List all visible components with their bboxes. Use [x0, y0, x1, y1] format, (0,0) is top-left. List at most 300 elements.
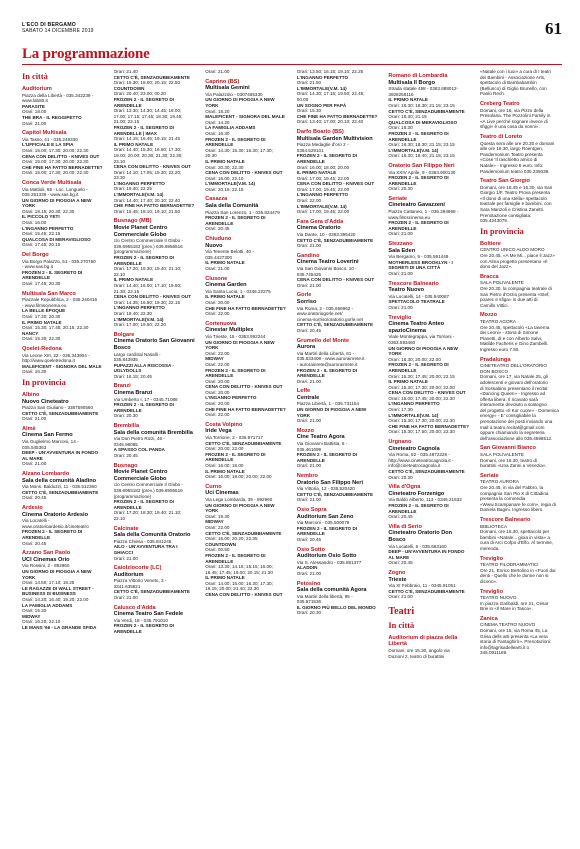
info-line: Orari: 14.40; 16.00; 17.10; 19.50;	[113, 282, 182, 288]
film-title: PUPAZZI ALLA RISCOSSA - UGLYDOLLS	[113, 362, 174, 374]
info-line: oppure chiamando la segreteria	[480, 430, 545, 436]
info-line: Piazzale Repubblica, 2 - 035.240416	[22, 297, 98, 303]
info-line: Via Santa Lucia, 1 - 0346.22275	[205, 288, 271, 294]
info-line: Orari: 20.00	[205, 401, 230, 407]
venue-name: Cinema Teatro Loverini	[296, 259, 359, 266]
info-line: 039.6955182 (prev.) 039.6956516	[113, 243, 183, 249]
venue-name: Sala della comunità Aladino	[22, 477, 97, 484]
info-line: Orari: 21.00	[296, 418, 322, 424]
info-line: Orari: 16.30; 18.40; 21.15; 23.15	[388, 153, 455, 159]
info-line: Piazza Medaglie d'oro 2 -	[296, 142, 349, 148]
film-title: LE MANS '66 - LA GRANDE SFIDA	[22, 624, 97, 630]
film-title: IL PRIMO NATALE	[205, 468, 245, 474]
info-line: Via Mons. Balduzzi, 11 - 035.512360	[22, 484, 97, 490]
venue-name: Sala della Comunità	[205, 203, 259, 210]
venue-name: Multisala Garden Multivision	[296, 135, 373, 142]
info-line: BIBLIOTECA	[480, 523, 508, 529]
film-title: FROZEN 2 - IL SEGRETO DI ARENDELLE	[205, 136, 266, 148]
location-name: Brembilla	[113, 423, 140, 430]
info-line: 0341.635821	[113, 583, 141, 589]
info-line: Domani, ore 16.45 e 16.30, via San	[480, 184, 553, 190]
info-line: Orari: 16.30; 18.30; 21.15; 23.15	[388, 102, 455, 108]
location-name: Calcinate	[113, 525, 139, 532]
location-name: Trescore Balneario	[480, 516, 531, 523]
info-line: Orari: 21.00	[388, 231, 413, 237]
info-line: Via Tasso, 41 - 035.249330	[22, 136, 78, 142]
location-name: Calusco d'Adda	[113, 604, 156, 611]
film-title: LE RAGAZZE DI WALL STREET - BUSINESS IS BUSINESS	[22, 585, 94, 597]
film-title: IL PRIMO NATALE	[205, 575, 245, 581]
venue-name: Nuovo	[205, 242, 223, 249]
venue-name: Uci Cinemas	[205, 490, 239, 497]
info-line: 035.545363	[22, 444, 47, 450]
info-line: Orari: 15.00; 17.30; 20.00; 22.30	[22, 147, 89, 153]
info-line: Orari: 16.00; 22.10	[205, 175, 244, 181]
info-line: con Alma progetto presentano «Il	[480, 258, 548, 264]
info-line: Orari: 21.00	[296, 243, 322, 249]
info-line: Piazza Vittorio Veneto, 3 -	[113, 578, 167, 584]
film-title: FROZEN 2 - IL SEGRETO DI ARENDELLE	[388, 502, 449, 514]
info-line: merenda.	[480, 545, 500, 551]
info-line: Daniela Bagini. Ingresso libero.	[480, 507, 544, 513]
info-line: Orari: 20.15; 22.15	[205, 186, 244, 192]
info-line: In piazza Garibaldi, ore 21, César	[480, 600, 549, 606]
film-title: CETTO C'È, SENZADUBBIAMENTE	[22, 489, 99, 495]
location-name: Oratorio San Filippo Neri	[388, 162, 455, 169]
location-name: Busnago	[113, 462, 138, 469]
location-name: Petosino	[296, 580, 321, 587]
info-line: energy» - E' consigliabile la	[480, 413, 536, 419]
info-line: TEATRO AURORA	[480, 479, 519, 485]
film-title: NANCY	[22, 330, 39, 336]
film-title: CHE FINE HA FATTO BERNADETTE?	[205, 406, 286, 412]
venue-name: Cinema Oratorio	[296, 225, 341, 232]
info-line: dicono».	[480, 578, 498, 584]
info-line: Orari: 17.20; 18.30; 19.40; 21.10;	[113, 266, 182, 272]
info-line: info@lagrisadellearti.it o	[480, 644, 530, 650]
film-title: COUNTDOWN	[205, 541, 237, 547]
info-line: offerta libera. Il ricavato sarà	[480, 396, 538, 402]
info-line: Orari: 18.00	[22, 109, 47, 115]
info-line: Via Umberto I, 17 - 0345.71088	[113, 396, 178, 402]
film-title: UN GIORNO DI PIOGGIA A NEW YORK	[205, 502, 275, 514]
info-line: Orari: 21.00	[22, 416, 47, 422]
info-line: 3928258116	[388, 91, 414, 97]
info-line: Presolana. The Pozzolini Family in	[480, 113, 551, 119]
location-name: Capitol Multisala	[22, 130, 67, 137]
film-title: UN SOGNO PER PAPÀ	[296, 102, 347, 108]
info-line: Via Dante, 10 - 0363.395420	[296, 232, 356, 238]
info-line: 035.4427300	[205, 254, 233, 260]
info-line: Orari: 21.00	[388, 594, 413, 600]
info-line: del progetto «Il Kor cuore» - Domenica	[480, 407, 559, 413]
info-line: Domani, ore 16.30, spettacolo per	[480, 529, 550, 535]
info-line: sfiggi» è una cosa da nonni».	[480, 124, 540, 130]
info-line: Domani, ore 15, via Roma 45, La	[480, 628, 548, 634]
info-line: www.oratorioardesio.it/cineteatro	[22, 523, 89, 529]
venue-name: Cine Teatro Agora	[296, 434, 345, 441]
info-line: info@cineteatrocagnola.it	[388, 463, 441, 469]
info-line: Orari: 14.00; 15.00; 16.30; 17.30;	[205, 580, 273, 586]
info-line: Orari: 22.00	[205, 361, 230, 367]
film-title: FROZEN 2 - IL SEGRETO DI ARENDELLE	[113, 499, 174, 510]
info-line: Pandemonium teatro 035.235039.	[480, 168, 550, 174]
info-line: Orari: 21.00	[205, 69, 230, 74]
info-line: Orari: 22.00	[205, 311, 230, 317]
info-line: Piazza Chiesa - 035.841245	[113, 538, 172, 544]
film-title: FROZEN 2 - IL SEGRETO DI ARENDELLE	[296, 452, 358, 463]
location-name: Auditorium	[22, 86, 52, 92]
info-line: www.oratoriogorle.net/	[296, 311, 343, 317]
info-line: Via Torrione, 2 - 035.971717	[205, 435, 263, 441]
film-title: IL PRIMO NATALE	[113, 141, 154, 147]
info-line: Orari: 15.30; 17.50; 20.00; 22.30	[388, 429, 455, 435]
info-line: Orari: 14.15; 16.45; 19.15; 21.45	[113, 136, 180, 142]
info-line: 16.45; 17.45; 19.00; 20.15; 21.30	[205, 569, 273, 575]
info-line: Prenotazione consigliata:	[480, 212, 532, 218]
info-line: bambini «Natale... gioia in vista» a	[480, 534, 550, 540]
location-name: Grumello del Monte	[296, 337, 350, 344]
info-line: Orari: 20.00	[205, 378, 230, 384]
info-line: Via Roma, 82 - 035.4872228 -	[388, 452, 450, 458]
film-title: FROZEN 2 - IL SEGRETO DI ARENDELLE	[205, 451, 266, 463]
info-line: Via Giovanni Battista, 6 -	[296, 441, 348, 447]
info-line: Orari: 17.00; 19.50; 22.20	[113, 322, 166, 328]
info-line: Orari: 15.30	[22, 608, 47, 614]
location-name: Busnago (MB)	[113, 218, 152, 225]
film-title: MOTHERLESS BROOKLYN - I SEGRETI DI UNA CITTÀ	[388, 259, 453, 271]
film-title: CHE FINE HA FATTO BERNADETTE?	[388, 423, 469, 429]
film-title: L'IMMORTALE(V.M. 14)	[388, 412, 439, 418]
info-line: Giorgio 1/F. Teatro Prova presenta	[480, 190, 550, 196]
film-title: CENA CON DELITTO - KNIVES OUT	[205, 170, 283, 176]
info-line: c/o Centro Commerciale Il Globo -	[113, 238, 184, 244]
info-line: Piazza San Lorenzo, 1 - 035.824479	[205, 209, 280, 215]
info-line: Via Guglielmo Marconi, 14 -	[22, 439, 79, 445]
venue-name: Teatro Nuovo	[388, 287, 425, 294]
info-line: Orari: 16.30; 20.00; 22.00	[388, 356, 441, 362]
info-line: SALA POLIVALENTE	[480, 452, 524, 458]
film-title: QUALCOSA DI MERAVIGLIOSO	[388, 119, 458, 125]
category-heading: Teatri	[388, 605, 415, 617]
info-line: 21.30; 22.15	[113, 288, 140, 294]
film-title: FROZEN 2 - IL SEGRETO DI ARENDELLE	[388, 362, 449, 373]
info-line: Paolo Rech.	[480, 91, 506, 97]
venue-name: Sala della Comunità Oratorio	[113, 532, 191, 539]
film-title: CHE FINE HA FATTO BERNADETTE?	[113, 203, 195, 209]
film-title: CENA CON DELITTO - KNIVES OUT	[113, 294, 191, 300]
info-line: Via San Giovanni Bosco, 10 -	[296, 266, 357, 271]
film-title: UN GIORNO DI PIOGGIA A NEW YORK	[205, 97, 275, 108]
info-line: Orari: 19.30	[205, 513, 230, 519]
film-title: CENA CON DELITTO - KNIVES OUT	[205, 592, 283, 598]
info-line: Orari: 15.45; 22.15	[22, 231, 61, 237]
venue-name: Cinema Branzi	[113, 390, 153, 397]
info-line: Ore 20.45, spettacolo «La taverna	[480, 324, 550, 330]
film-title: FROZEN 2 - IL SEGRETO DI ARENDELLE	[113, 402, 174, 413]
location-name: Pradalunga	[480, 356, 511, 363]
info-line: 039.6955182 (prev.) 039.6956516	[113, 487, 183, 493]
info-line: Ingresso euro 7.50.	[480, 346, 520, 352]
info-line: Orari: 21.00	[296, 282, 322, 288]
info-line: Orari: 00.50	[205, 547, 230, 553]
film-title: IL PRIMO NATALE	[205, 294, 245, 300]
film-title: FROZEN 2 - IL SEGRETO DI ARENDELLE	[205, 215, 266, 226]
info-line: Orari: 20.45	[113, 453, 138, 458]
film-title: MIDWAY	[205, 356, 224, 362]
location-name: Bolgare	[113, 331, 135, 338]
location-name: Leffe	[296, 388, 311, 395]
info-line: Orari: 16.00	[22, 220, 47, 226]
film-title: CETTO C'È, SENZADUBBIAMENTE	[296, 491, 374, 497]
info-line: TEATRO AGORA	[480, 318, 516, 324]
info-line: Orari: 15.30; 17.45; 20.00; 22.15	[388, 373, 455, 379]
info-line: 0345.98065	[113, 441, 138, 447]
section-heading: In provincia	[480, 226, 524, 236]
location-name: Branzi	[113, 383, 131, 390]
info-line: dei Leoni» - storia di Simone	[480, 330, 539, 336]
info-line: Orari: 21.00	[296, 570, 322, 576]
film-title: L'IMMORTALE(V.M. 14)	[113, 192, 164, 198]
title-rule	[22, 64, 562, 65]
column-5	[388, 69, 470, 839]
section-heading: In città	[22, 72, 48, 81]
info-line: Brie in «Il Mare in Tasca».	[480, 606, 533, 612]
info-line: mail a teatro.recital@gmail.com	[480, 424, 545, 430]
film-title: FROZEN 2 - IL SEGRETO DI ARENDELLE	[205, 552, 266, 564]
location-name: Albino	[22, 391, 40, 398]
info-line: Orari: 21.50	[296, 80, 322, 86]
venue-name: Centrale	[296, 394, 320, 401]
location-name: Seriate	[388, 195, 408, 202]
info-line: di Sossabino presentano il recital	[480, 385, 548, 391]
info-line: Orari: 15.00; 17.30; 20.00; 22.30	[22, 159, 89, 165]
info-line: Matilde Facheris e Gino Zambelli.	[480, 341, 549, 347]
info-line: (programmazione)	[113, 249, 152, 255]
info-line: Orari: 16.00; 18.00; 20.00	[296, 164, 350, 170]
info-line: Via Martiri della Libertà, 61 -	[296, 350, 355, 356]
film-title: IL PRIMO NATALE	[205, 158, 245, 164]
venue-name: Oratorio San Filippo Neri	[296, 479, 363, 486]
info-line: Orari: 14.50; 17.10; 19.25	[22, 580, 75, 586]
location-name: Chiuduno	[205, 236, 232, 243]
location-name: Mozzo	[480, 312, 498, 319]
film-title: L'IMMORTALE(V.M. 14)	[296, 203, 347, 209]
location-name: Cortenuova	[205, 320, 237, 327]
info-line: Orari: 13.30; 14.30; 14.45; 16.00;	[113, 108, 182, 114]
info-line: San Pietro d'Orzio presenta «Stef,	[480, 291, 550, 297]
film-title: L'IMMORTALE(V.M. 14)	[113, 316, 164, 322]
info-line: Viale Montegrappa, via Torriani -	[388, 334, 455, 340]
info-line: 20.30	[205, 153, 217, 159]
venue-name: Sorriso	[296, 298, 317, 305]
film-title: FROZEN 2 - IL SEGRETO DI ARENDELLE	[388, 220, 449, 231]
info-line: 21.00; 22.15	[113, 119, 140, 125]
location-name: Fara Gera d'Adda	[296, 218, 344, 225]
info-line: Piazza San Giuliano - 3387590560	[22, 405, 93, 411]
info-line: Orari: 15.45; 18.10; 19.10; 21.50	[113, 208, 180, 214]
column-6	[480, 69, 562, 839]
issue-date: SABATO 14 DICEMBRE 2019	[22, 28, 94, 34]
info-line: Orari: 17.30; 20.30	[22, 313, 61, 319]
location-name: Zogno	[388, 569, 406, 576]
info-line: Orari: 22.00	[205, 524, 230, 530]
info-line: Orari: 16.20; 22.10	[22, 619, 61, 625]
film-title: IL PRIMO NATALE	[388, 97, 428, 103]
venue-name: Sala della comunità Agora	[296, 587, 367, 594]
location-name: Gorle	[296, 292, 312, 299]
info-line: «Www.Scampanare fe com», regia di	[480, 501, 556, 507]
info-line: c/o Centro Commerciale Il Globo -	[113, 482, 184, 488]
location-name: Urgnano	[388, 439, 412, 446]
info-line: DON BOSCO	[480, 368, 509, 374]
info-line: Orari: 20.00	[205, 299, 230, 305]
info-line: Orari: 20.00; 22.00	[205, 446, 244, 452]
film-title: FROZEN 2 - IL SEGRETO DI ARENDELLE	[22, 269, 83, 281]
venue-name: Cinema Garden	[205, 282, 247, 289]
location-name: Treviglio	[480, 555, 504, 562]
info-line: Orari: 15.30; 17.45; 20.15; 22.30	[22, 325, 89, 331]
film-title: DEEP - UN'AVVENTURA IN FONDO AL MARE	[22, 450, 99, 461]
info-line: Via Martiri della libertà, 95 -	[296, 593, 353, 599]
info-line: 22.10	[113, 271, 126, 277]
info-line: Via Bergamo, 9 - 035.591449	[388, 254, 449, 260]
info-line: dono del Jazz».	[480, 264, 513, 270]
info-line: Ore 20.30, la compagnia teatrale di	[480, 286, 552, 291]
info-line: http://www.cineteatrocagnola.it -	[388, 457, 454, 463]
info-line: Ore 20.45, in via del Fabbro, la	[480, 485, 544, 490]
section-title: La programmazione	[22, 46, 150, 62]
film-title: CENA CON DELITTO - KNIVES OUT	[113, 164, 191, 170]
info-line: Pianetti, di e con Alberto Salvi,	[480, 335, 543, 341]
film-title: CHE FINE HA FATTO BERNADETTE?	[296, 113, 378, 119]
info-line: Orari: 14.20	[205, 119, 230, 125]
film-title: FROZEN 2 - IL SEGRETO DI ARENDELLE	[113, 623, 174, 635]
film-title: CENA CON DELITTO - KNIVES OUT	[296, 277, 375, 283]
location-name: Villa di Serio	[388, 523, 422, 530]
info-line: Orari: 20.45	[296, 536, 322, 542]
info-line: Orari: 16.00; 18.00; 20.00; 22.00	[205, 474, 272, 480]
film-title: IL PRIMO NATALE	[388, 379, 428, 385]
location-name: Treviglio	[388, 314, 412, 321]
film-title: MIDWAY	[22, 613, 41, 619]
info-line: 00.00	[296, 96, 309, 102]
column-4	[297, 69, 379, 839]
info-line: cura di Arci Cofpo d'Elfo. Al termine,	[480, 540, 554, 546]
info-line: Piazza Libertà, 1 - 035.731154	[296, 401, 360, 407]
info-line: Ore 21, Enrico Bertolino in «Fuori dai	[480, 567, 556, 573]
info-line: Via S. Alessandro - 035.881377	[296, 559, 362, 565]
venue-name: Auditorium San Zeno	[296, 513, 354, 520]
film-title: DEEP - UN'AVVENTURA IN FONDO AL MARE	[388, 549, 465, 560]
film-title: FROZEN 2 - IL SEGRETO DI ARENDELLE	[113, 255, 174, 266]
film-title: AILO - UN'AVVENTURA TRA I GHIACCI	[113, 544, 178, 555]
info-line: www.lab80.it	[22, 98, 48, 104]
info-line: Orari: 21.00	[296, 463, 322, 469]
info-line: Orari: 16.30; 18.30; 21.15; 23.15	[388, 142, 455, 148]
venue-name: Nuovo Cineteatro	[22, 398, 69, 405]
venue-name: UCI Cinemas Orio	[22, 556, 70, 563]
info-line: Orari: 14.30; 17.15; 19.50; 22.45;	[296, 91, 365, 97]
info-line: CINETEATRO DELL'ORATORIO	[480, 363, 547, 369]
location-name: Treviglio	[480, 588, 504, 595]
film-title: PARASITE	[22, 103, 45, 109]
info-line: Orari: 21.00	[388, 271, 413, 276]
venue-name: Aurora	[296, 344, 316, 351]
info-line: Orari: 21.00	[296, 378, 322, 384]
film-title: L'INGANNO PERFETTO	[296, 192, 349, 198]
film-title: A SPASSO COL PANDA	[113, 447, 165, 453]
film-title: CENA CON DELITTO - KNIVES OUT	[205, 384, 283, 390]
info-line: Orari: 17.45; 20.15	[22, 242, 61, 248]
film-title: CETTO C'È, SENZADUBBIAMENTE	[113, 589, 190, 595]
info-line: compagnia San Pio X di Cittadina	[480, 490, 549, 496]
info-line: Orari: 15.00; 17.45; 20.00; 22.30	[388, 395, 455, 401]
info-line: Orari: 21.00	[22, 461, 47, 467]
column-1	[22, 69, 104, 839]
info-line: Orari: 16.30	[22, 369, 47, 375]
film-title: IL PRIMO NATALE	[22, 319, 62, 325]
info-line: Duzioni 2, teatro di burattini	[388, 653, 445, 659]
film-title: FROZEN 2 - IL SEGRETO DI ARENDELLE	[388, 175, 449, 186]
film-title: L'INGANNO PERFETTO	[113, 305, 165, 311]
film-title: FROZEN 2 - IL SEGRETO DI ARENDELLE	[296, 367, 358, 379]
venue-name: Multisala Il Borgo	[388, 79, 436, 86]
film-title: FROZEN 2 - IL SEGRETO DI ARENDELLE	[296, 153, 358, 164]
location-name: Del Borgo	[22, 252, 49, 259]
film-title: L'INGANNO PERFETTO	[205, 395, 257, 401]
info-line: Via XXIV Aprile, 9 - 0363.900130	[388, 169, 456, 175]
info-line: Sara Manzoli e Cristina Zanetti.	[480, 207, 545, 213]
info-line: Orari: 20.00	[205, 389, 230, 395]
location-name: Clusone	[205, 275, 228, 282]
info-line: 035.4243079.	[480, 218, 509, 224]
location-name: Caprino (BS)	[205, 78, 240, 85]
venue-name: Movie Planet Centro Commerciale Globo	[113, 469, 168, 482]
film-title: L'IMMORTALE(V.M. 14)	[296, 85, 347, 91]
film-title: CETTO C'È, SENZADUBBIAMENTE	[388, 108, 465, 114]
info-line: www.filmscinema.eu	[388, 214, 431, 220]
info-line: TEATRO NUOVO	[480, 595, 517, 601]
info-line: Orari: 20.30	[388, 186, 413, 192]
info-line: 23.10	[113, 158, 126, 164]
film-title: CETTO C'È, SENZADUBBIAMENTE	[388, 588, 465, 594]
info-line: Orari: 15.30; 17.30; 20.00; 22.30	[388, 418, 455, 424]
film-title: L'UFFICIALE E LA SPIA	[22, 142, 74, 148]
info-line: 346.0911169.	[480, 650, 508, 656]
newspaper-name: L'ECO DI BERGAMO	[22, 22, 77, 28]
masthead	[22, 19, 562, 44]
info-line: Natale» - Ingresso 6 euro. Info:	[480, 162, 544, 168]
venue-name: Movie Planet Centro Commerciale Globo	[113, 225, 168, 238]
venue-name: Cinema Oratorio San Giovanni Bosco	[113, 338, 195, 351]
info-line: dell'associazione allo 035.4598512.	[480, 435, 553, 441]
venue-name: Multisala Gemini	[205, 85, 250, 92]
listings-columns	[22, 69, 562, 839]
film-title: CETTO C'È, SENZADUBBIAMENTE	[205, 530, 282, 536]
info-line: - www.filmscinema.eu	[22, 302, 67, 308]
location-name: Auditorium di piazza della Libertà	[388, 634, 458, 648]
film-title: ALADDIN	[296, 565, 318, 571]
masthead-left	[22, 22, 94, 34]
location-name: Ardesio	[22, 505, 43, 511]
info-line: CINEMA TEATRO NUOVO	[480, 622, 536, 628]
location-name: Darfo Boario (BS)	[296, 128, 344, 135]
info-line: Orari: 14.40; 15.30; 16.50; 17.30;	[113, 147, 182, 153]
film-title: L'INGANNO PERFETTO	[388, 401, 440, 407]
info-line: Orari: 22.00	[205, 350, 230, 356]
info-line: «Dancing Queen» - Ingresso ad	[480, 391, 546, 397]
